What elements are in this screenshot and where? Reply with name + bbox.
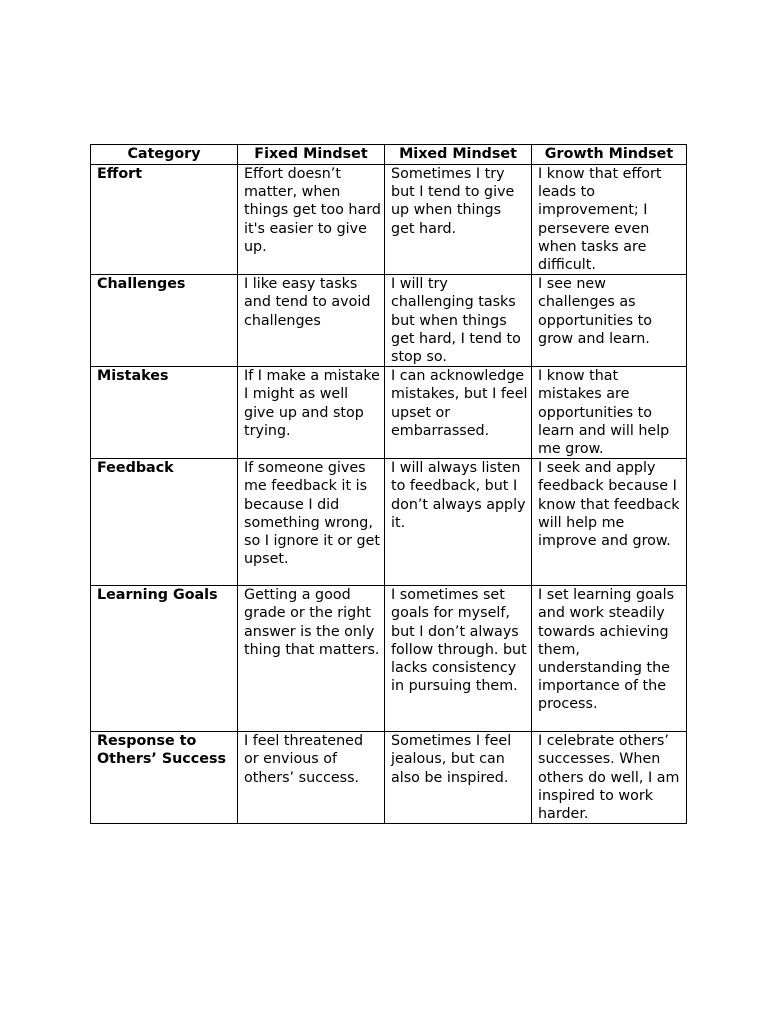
table-header-row <box>91 145 687 165</box>
growth-mindset-cell: I seek and apply feedback because I know that feedback will help me improve and grow. <box>532 459 687 586</box>
row-category: Response to Others’ Success <box>91 732 238 824</box>
row-category: Challenges <box>91 275 238 367</box>
mixed-mindset-cell: I will always listen to feedback, but I don’t always apply it. <box>385 459 532 586</box>
fixed-mindset-cell: Getting a good grade or the right answer is the only thing that matters. <box>238 586 385 732</box>
mixed-mindset-cell: I will try challenging tasks but when things get hard, I tend to stop so. <box>385 275 532 367</box>
table-row <box>91 275 687 367</box>
fixed-mindset-cell: If I make a mistake I might as well give up and stop trying. <box>238 367 385 459</box>
fixed-mindset-cell: Effort doesn’t matter, when things get too hard it's easier to give up. <box>238 165 385 275</box>
row-category: Learning Goals <box>91 586 238 732</box>
table-row <box>91 367 687 459</box>
mindset-rubric-table <box>90 144 687 824</box>
header-category: Category <box>91 145 238 165</box>
fixed-mindset-cell: If someone gives me feedback it is because I did something wrong, so I ignore it or get upset. <box>238 459 385 586</box>
table-row <box>91 732 687 824</box>
table-row <box>91 459 687 586</box>
mixed-mindset-cell: I sometimes set goals for myself, but I don’t always follow through. but lacks consistency in pursuing them. <box>385 586 532 732</box>
mixed-mindset-cell: Sometimes I feel jealous, but can also be inspired. <box>385 732 532 824</box>
growth-mindset-cell: I know that effort leads to improvement; I persevere even when tasks are difficult. <box>532 165 687 275</box>
row-category: Mistakes <box>91 367 238 459</box>
growth-mindset-cell: I celebrate others’ successes. When others do well, I am inspired to work harder. <box>532 732 687 824</box>
mixed-mindset-cell: I can acknowledge mistakes, but I feel upset or embarrassed. <box>385 367 532 459</box>
fixed-mindset-cell: I feel threatened or envious of others’ success. <box>238 732 385 824</box>
mixed-mindset-cell: Sometimes I try but I tend to give up when things get hard. <box>385 165 532 275</box>
fixed-mindset-cell: I like easy tasks and tend to avoid challenges <box>238 275 385 367</box>
row-category: Effort <box>91 165 238 275</box>
table-row <box>91 586 687 732</box>
growth-mindset-cell: I set learning goals and work steadily towards achieving them, understanding the importance of the process. <box>532 586 687 732</box>
header-growth-mindset: Growth Mindset <box>532 145 687 165</box>
growth-mindset-cell: I know that mistakes are opportunities to learn and will help me grow. <box>532 367 687 459</box>
table-row <box>91 165 687 275</box>
header-mixed-mindset: Mixed Mindset <box>385 145 532 165</box>
row-category: Feedback <box>91 459 238 586</box>
growth-mindset-cell: I see new challenges as opportunities to grow and learn. <box>532 275 687 367</box>
header-fixed-mindset: Fixed Mindset <box>238 145 385 165</box>
